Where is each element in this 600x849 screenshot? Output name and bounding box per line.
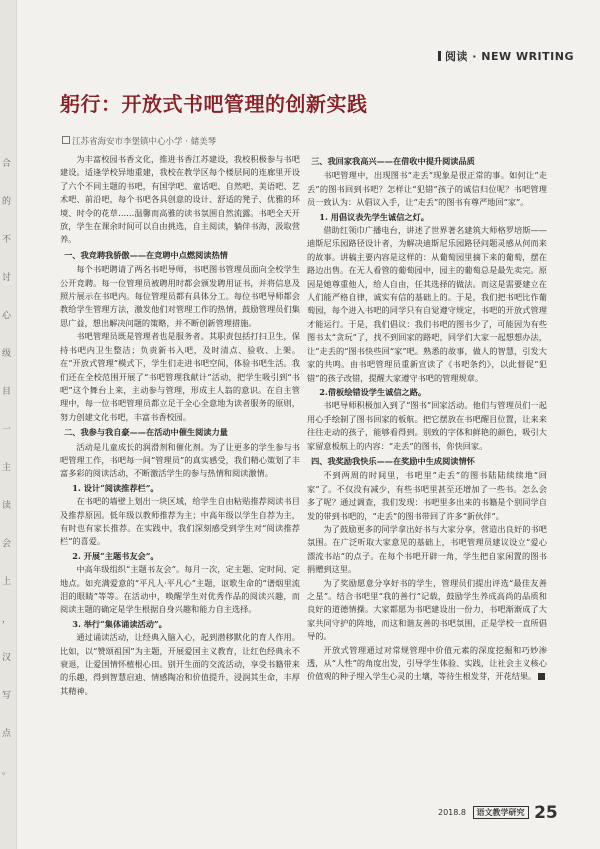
margin-glyph: 讨 [2, 273, 12, 283]
paragraph: 书吧管理中，出现图书“走丢”现象是很正常的事。如何让“走丢”的图书回到书吧？怎样让“犯错”孩子的诚信归位呢？书吧管理员一致认为：从倡议入手，让“走丢”的图书有尊严地回“家”。 [307, 170, 547, 208]
section-heading: 四、我奖励我快乐——在奖励中生成阅读情怀 [311, 455, 475, 466]
page-number: 25 [534, 803, 558, 823]
column-right [307, 153, 547, 684]
paragraph: 为丰富校园书香文化，推进书香江苏建设，我校积极参与书吧建设。适逢学校异地重建，我校在教学区每个楼层间的连廊里开设了六个不同主题的书吧，有国学吧、童话吧、自然吧、美语吧、艺术吧、前沿吧，每个书吧各具创意的设计、舒适的凳子、优雅的环境、时令的花草……温馨而高雅的读书氛围自然流露。书吧全天开放，学生在课余时间可以自由挑选，自主阅读，躺伴书海，汲取营养。 [60, 154, 300, 245]
article-title: 躬行：开放式书吧管理的创新实践 [60, 92, 368, 116]
adjacent-page-edge [0, 0, 17, 849]
margin-glyph: 合 [2, 159, 12, 169]
article-author [62, 135, 216, 147]
section-heading: 二、我参与我自豪——在活动中催生阅读力量 [64, 427, 228, 438]
page-footer [438, 803, 558, 823]
paragraph: 书吧导师积极加入到了“图书”回家活动。他们与管理员们一起用心手绘制了图书回家的板航。把它摆放在书吧醒目位置，让来来往往走动的孩子，能够看得到。别致的字体和鲜艳的颜色，吸引大家留意板航上的内容：“走丢”的图书，你快回家。 [307, 400, 547, 451]
subheading: 1. 设计“阅读推荐栏”。 [72, 482, 159, 493]
margin-glyph: 。 [2, 767, 12, 777]
section-label: 阅读 · NEW WRITING [444, 50, 574, 63]
magazine-name: 语文教学研究 [473, 806, 529, 819]
paragraph: 每个书吧聘请了两名书吧导师，书吧图书管理员面向全校学生公开竞聘。每一位管理员被聘用时都会颁发聘用证书，并将信息及照片展示在书吧内。每位管理员都有具体分工。每位书吧导师都会教给学生管理方法，激发他们对管理工作的热情，鼓励管理员们集思广益，想出解决问题的策略，并不断创新管理措施。 [60, 264, 300, 328]
margin-glyph: 的 [2, 197, 12, 207]
section-header [438, 48, 574, 64]
paragraph-text: 开放式管理通过对常规管理中价值元素的深度挖掘和巧妙渗透，从“人性”的角度出发，引导学生体验、实践，让社会主义核心价值观的种子埋入学生心灵的土壤，等待生根发芽，开花结果。 [307, 644, 547, 682]
margin-glyph: 会 [2, 539, 12, 549]
subheading: 1. 用倡议表先学生诚信之灯。 [319, 211, 429, 222]
section-heading: 三、我回家我高兴——在借收中提升阅读品质 [311, 156, 475, 166]
subheading: 2. 开展“主题书友会”。 [72, 550, 159, 561]
paragraph [307, 644, 547, 684]
paragraph: 在书吧的墙壁上划出一块区域，给学生自由粘贴推荐阅读书目及推荐原因。低年级以教师推荐为主；中高年级以学生自荐为主，有时也有家长推荐。在实践中，我们深刻感受到学生对“阅读推荐栏”的喜爱。 [60, 496, 300, 547]
margin-glyph: 目 [2, 387, 12, 397]
margin-glyph: 一 [2, 425, 12, 435]
paragraph: 为了奖励愿意分享好书的学生，管理员们提出评选“最佳友善之星”。结合书吧里“我的善行”记载，鼓励学生养成高尚的品质和良好的道德情操。大家都愿为书吧建设出一份力，书吧渐渐成了大家共同守护的阵地，而这和谐友善的书吧氛围，正是学校一直所倡导的。 [307, 577, 547, 642]
author-square-icon [62, 136, 70, 144]
margin-glyph: 汉 [2, 653, 12, 663]
issue-date: 2018.8 [438, 808, 466, 817]
margin-glyph: 心 [2, 311, 12, 321]
section-bar-icon [438, 51, 441, 61]
author-text: 江苏省海安市李堡镇中心小学 · 储美琴 [72, 137, 217, 147]
margin-glyph: 主 [2, 463, 12, 473]
paragraph: 通过诵读活动，让经典入脑入心，起到潜移默化的育人作用。比如，以“赞颂祖国”为主题，开展爱国主义教育，让红色经典永不衰退，让爱国情怀植根心田。别开生面的交流活动，享受书籍带来的乐趣，得到智慧启迪、情感陶冶和价值提升，浸润其生命，丰厚其精神。 [60, 632, 300, 696]
subheading: 2.借板绘错设学生诚信之路。 [319, 386, 427, 397]
margin-glyph: 读 [2, 501, 12, 511]
paragraph: 为了鼓励更多的同学拿出好书与大家分享，营造出良好的书吧氛围。在广泛听取大家意见的基础上，书吧管理员建议设立“爱心漂流书站”的点子。在每个书吧开辟一角，学生把自家闲置的图书捐赠到这里。 [307, 523, 547, 575]
margin-glyph: 点 [2, 729, 12, 739]
end-mark-icon [538, 673, 545, 680]
column-left [60, 153, 300, 698]
margin-glyph: 不 [2, 235, 12, 245]
paragraph: 书吧管理员既是管理者也是服务者。其职责包括打扫卫生，保持书吧内卫生整洁；负责新书入吧，及时清点、验收、上架。在“开放式管理”模式下，学生们走进书吧空间，体验书吧生活。我们还在全校范围开展了“书吧管理我献计”活动，把学生吸引到“书吧”这个舞台上来，主动参与管理，形成主人翁的意识。在自主管理中，每一位书吧管理员都立足于全心全意地为读者服务的原则，努力创建文化书吧，丰富书香校园。 [60, 331, 300, 422]
paragraph: 中高年级组织“主题书友会”。每月一次，定主题、定时间、定地点。如充满爱意的“平凡人·平凡心”主题，讴歌生命的“谱烟里流泪的眼睛”等等。在活动中，唤醒学生对优秀作品的阅读兴趣，而阅读主题的确定是学生根据自身兴趣和能力自主选择。 [60, 564, 300, 615]
margin-glyph: 上 [2, 577, 12, 587]
paragraph: 借助红领巾广播电台，讲述了世界著名建筑大师格罗培斯——迪斯尼乐园路径设计者，为解决迪斯尼乐园路径问题灵感从何而来的故事。讲稿主要内容是这样的：从葡萄园里摘下来的葡萄，摆在路边出售。在无人看管的葡萄园中，园主的葡萄总是最先卖完。原因是她尊重他人，给人自由，任其选择的做法。而这是需要建立在人们能严格自律，诚实有信的基础上的。于是，我们把书吧比作葡萄园，每个进入书吧的同学只有自觉遵守规定，书吧的开放式管理才能运行。于是，我们倡议：我们书吧的图书少了，可能因为有些图书太“贪玩”了，找不到回家的路吧，同学们大家一起想想办法，让“走丢的”图书快些回“家”吧。熟悉的故事，做人的智慧，引发大家的共鸣。由书吧管理员重新宣读了《书吧条约》，以此督促“犯错”的孩子改错，提醒大家遵守书吧的管理规章。 [307, 225, 547, 383]
margin-glyph: ， [2, 615, 12, 625]
section-heading: 一、我竞聘我骄傲——在竞聘中点燃阅读热情 [64, 249, 228, 260]
margin-glyph: 写 [2, 691, 12, 701]
paragraph: 活动是儿童成长的润滑剂和催化剂。为了让更多的学生参与书吧管理工作，书吧每一间“管理员”的真实感受，我们精心策划了丰富多彩的阅读活动，不断激活学生的参与热情和阅读激情。 [60, 441, 300, 479]
margin-glyph: 级 [2, 349, 12, 359]
subheading: 3. 举行“集体诵读活动”。 [72, 618, 167, 629]
paragraph: 不到两周的时间里，书吧里“走丢”的图书陆陆续续地“回家”了。不仅没有减少，有些书吧里甚至还增加了一些书。怎么会多了呢？通过调查，我们发现：书吧里多出来的书籍是个别同学自发的带到书吧的，“走丢”的图书带回了许多“新伙伴”。 [307, 470, 547, 521]
